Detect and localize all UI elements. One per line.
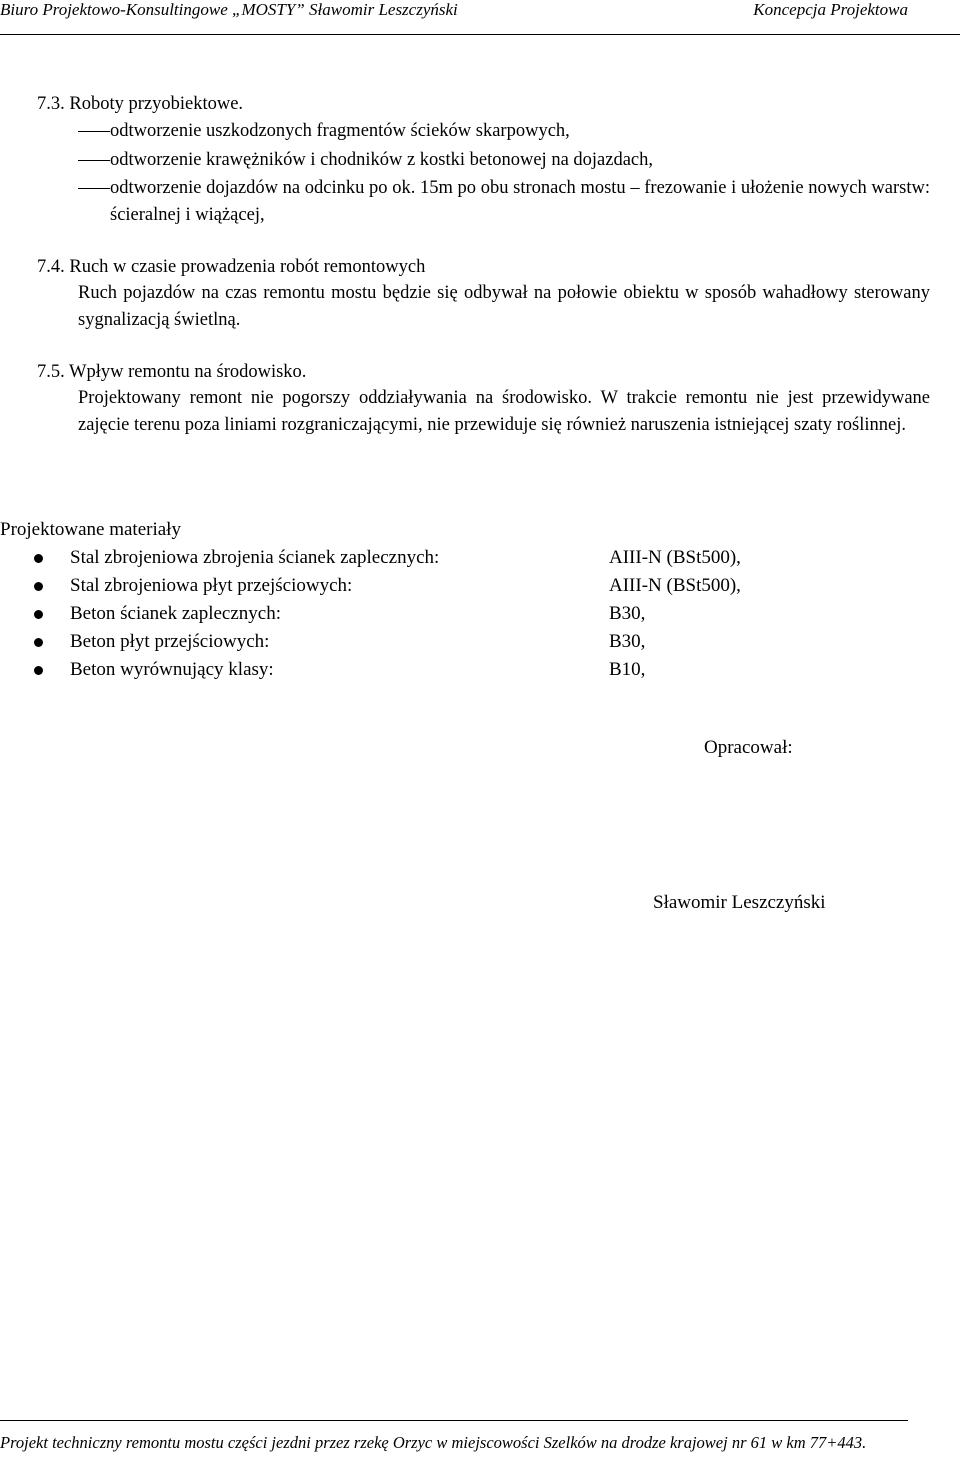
materials-row [0,546,960,570]
bullet-icon [34,666,43,675]
dash-bullet [78,160,110,161]
footer-divider [0,1420,908,1421]
section-7-5-body: Projektowany remont nie pogorszy oddziaływania na środowisko. W trakcie remontu nie jest przewidywane zajęcie terenu poza liniami rozgraniczającymi, nie przewiduje się również naruszenia istniejącej szaty roślinnej. [78,388,930,435]
bullet-icon [34,554,43,563]
section-7-3-heading: 7.3. Roboty przyobiektowe. [37,94,244,114]
material-value: B30, [609,631,646,652]
materials-row [0,630,960,654]
dash-bullet [78,131,110,132]
author-name: Sławomir Leszczyński [653,892,826,913]
header-doc-type: Koncepcja Projektowa [753,0,908,19]
section-7-3-item-2: odtworzenie krawężników i chodników z kostki betonowej na dojazdach, [110,150,654,170]
material-label: Beton wyrównujący klasy: [70,659,274,680]
page-footer: Projekt techniczny remontu mostu części jezdni przez rzekę Orzyc w miejscowości Szelków na drodze krajowej nr 61 w km 77+443. [0,1433,867,1452]
section-7-4-heading: 7.4. Ruch w czasie prowadzenia robót remontowych [37,257,426,277]
section-7-4-body: Ruch pojazdów na czas remontu mostu będzie się odbywał na połowie obiektu w sposób wahadłowy sterowany sygnalizacją świetlną. [78,283,930,330]
materials-row [0,658,960,682]
materials-title: Projektowane materiały [0,519,181,540]
bullet-icon [34,582,43,591]
material-value: AIII-N (BSt500), [609,547,741,568]
material-value: B30, [609,603,646,624]
bullet-icon [34,638,43,647]
section-7-5-heading: 7.5. Wpływ remontu na środowisko. [37,362,307,382]
material-value: AIII-N (BSt500), [609,575,741,596]
material-value: B10, [609,659,646,680]
material-label: Stal zbrojeniowa płyt przejściowych: [70,575,353,596]
header-company: Biuro Projektowo-Konsultingowe „MOSTY” Sławomir Leszczyński [0,0,458,19]
dash-bullet [78,188,110,189]
section-7-3-item-1: odtworzenie uszkodzonych fragmentów ścieków skarpowych, [110,121,570,141]
section-7-3-item-3: odtworzenie dojazdów na odcinku po ok. 15m po obu stronach mostu – frezowanie i ułożenie nowych warstw: ścieralnej i wiążącej, [110,178,930,225]
material-label: Beton ścianek zaplecznych: [70,603,282,624]
page-header [0,0,960,35]
materials-row [0,602,960,626]
material-label: Stal zbrojeniowa zbrojenia ścianek zaplecznych: [70,547,440,568]
bullet-icon [34,610,43,619]
material-label: Beton płyt przejściowych: [70,631,270,652]
prepared-by-label: Opracował: [704,737,793,758]
materials-row [0,574,960,598]
